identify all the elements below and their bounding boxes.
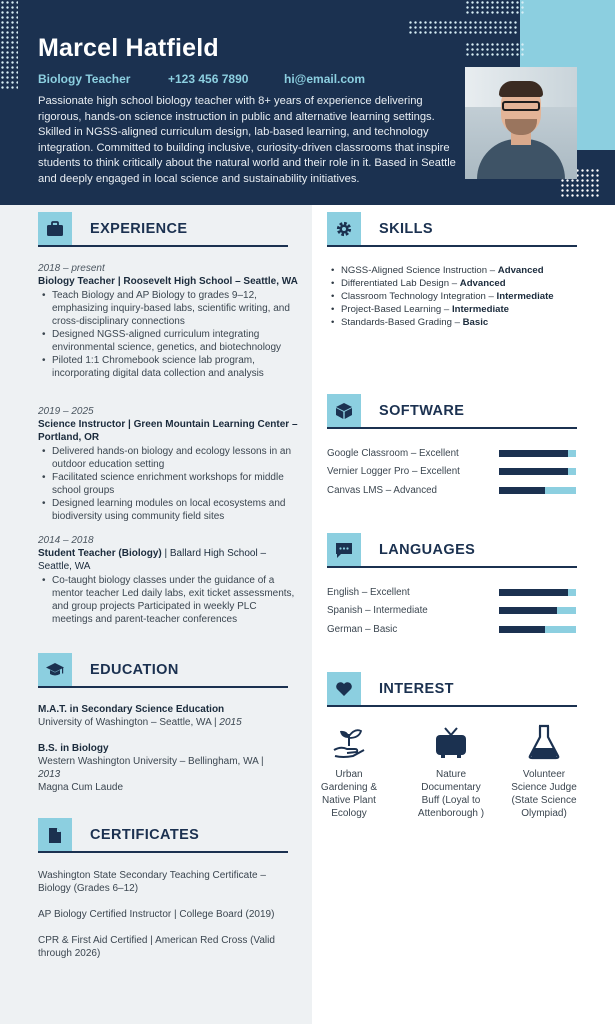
cube-icon [327,394,361,428]
tv-icon [416,720,486,760]
job-role: Science Instructor | Green Mountain Learning Center – Portland, OR [38,419,298,443]
job-bullet: • Co-taught biology classes under the guidance of a mentor teacher Led daily labs, exit ticket assessments, and group projects Participated in weekly PLC meetings and parent-teacher conferences [38,574,298,626]
job-title: Biology Teacher [38,72,131,86]
section-divider [327,245,577,247]
job-bullet: • Designed learning modules on local ecosystems and biodiversity using community field sites [38,497,298,523]
profile-photo [465,67,577,179]
briefcase-icon [38,212,72,246]
job-date: 2019 – 2025 [38,406,94,417]
degree: B.S. in Biology [38,743,109,754]
dot-pattern [465,0,525,14]
dot-pattern [408,20,518,36]
resume-header [0,0,615,205]
software-item: Google Classroom – Excellent [327,444,577,462]
software-item: Canvas LMS – Advanced [327,481,577,499]
education-entry [38,742,288,794]
person-name: Marcel Hatfield [38,34,219,62]
flask-icon [509,720,579,760]
software-item: Vernier Logger Pro – Excellent [327,462,577,480]
chat-bubble-icon [327,533,361,567]
language-level-bar [499,589,576,596]
skill-item: • Classroom Technology Integration – Intermediate [327,290,587,303]
skills-heading: SKILLS [327,209,433,249]
section-divider [38,686,288,688]
degree: M.A.T. in Secondary Science Education [38,704,225,715]
job-bullet: • Teach Biology and AP Biology to grades 9–12, emphasizing inquiry-based labs, scientific writing, and cross-disciplinary connections [38,289,298,328]
certificate-list [38,869,293,973]
skill-level-bar [499,450,576,457]
certificate-item: Washington State Secondary Teaching Certificate – Biology (Grades 6–12) [38,870,266,894]
software-heading: SOFTWARE [327,391,464,431]
school: Western Washington University – Bellingham, WA | 2013 [38,756,264,780]
skill-item: • Differentiated Lab Design – Advanced [327,277,587,290]
education-entry [38,703,298,729]
skill-level-bar [499,487,576,494]
graduation-cap-icon [38,653,72,687]
experience-heading: EXPERIENCE [38,209,187,249]
interest-item: Volunteer Science Judge (State Science Olympiad) [509,720,579,820]
school: University of Washington – Seattle, WA | 2015 [38,717,242,728]
language-level-bar [499,626,576,633]
certificate-item: CPR & First Aid Certified | American Red Cross (Valid through 2026) [38,935,275,959]
job-bullet: • Facilitated science enrichment workshops for middle school groups [38,471,298,497]
interest-heading: INTEREST [327,669,454,709]
interest-item: Nature Documentary Buff (Loyal to Attenborough ) [416,720,486,820]
language-item: English – Excellent [327,583,577,601]
language-level-bar [499,607,576,614]
profile-summary: Passionate high school biology teacher with 8+ years of experience delivering rigorous, hands-on science instruction in public and alternative learning settings. Skilled in NGSS-aligned curriculum design, lab-based learning, and technology integration. Committed to building inclusive, curiosity-driven classrooms that inspire students to think critically about the natural world and their role in it. Based in Seattle and deeply engaged in local science and sustainability initiatives. [38,95,456,185]
phone-number: +123 456 7890 [168,72,249,86]
dot-pattern [0,0,18,90]
dot-pattern [465,42,525,56]
section-divider [38,851,288,853]
section-divider [327,566,577,568]
job-entry [38,262,298,380]
language-item: Spanish – Intermediate [327,601,577,619]
job-date: 2018 – present [38,263,105,274]
contact-line [38,72,365,86]
job-bullet: • Delivered hands-on biology and ecology lessons in an outdoor education setting [38,445,298,471]
gear-icon [327,212,361,246]
language-item: German – Basic [327,620,577,638]
plant-hand-icon [314,720,384,760]
heart-icon [327,672,361,706]
job-entry [38,405,298,523]
job-bullet: • Piloted 1:1 Chromebook science lab program, incorporating digital data collection and analysis [38,354,298,380]
document-icon [38,818,72,852]
job-date: 2014 – 2018 [38,535,94,546]
skill-item: • Standards-Based Grading – Basic [327,316,587,329]
skill-level-bar [499,468,576,475]
section-divider [38,245,288,247]
certificate-item: AP Biology Certified Instructor | College Board (2019) [38,909,275,920]
section-divider [327,427,577,429]
languages-heading: LANGUAGES [327,530,475,570]
interest-item: Urban Gardening & Native Plant Ecology [314,720,384,820]
email-address: hi@email.com [284,72,366,86]
certificates-heading: CERTIFICATES [38,815,199,855]
job-role: Biology Teacher | Roosevelt High School – Seattle, WA [38,276,298,287]
education-heading: EDUCATION [38,650,179,690]
skill-item: • NGSS-Aligned Science Instruction – Advanced [327,264,587,277]
skill-item: • Project-Based Learning – Intermediate [327,303,587,316]
skills-list [327,263,587,329]
section-divider [327,705,577,707]
job-role: Student Teacher (Biology) | Ballard High School – Seattle, WA [38,548,267,572]
job-entry [38,534,298,626]
honors: Magna Cum Laude [38,782,124,793]
job-bullet: • Designed NGSS-aligned curriculum integrating environmental science, genetics, and biotechnology [38,328,298,354]
